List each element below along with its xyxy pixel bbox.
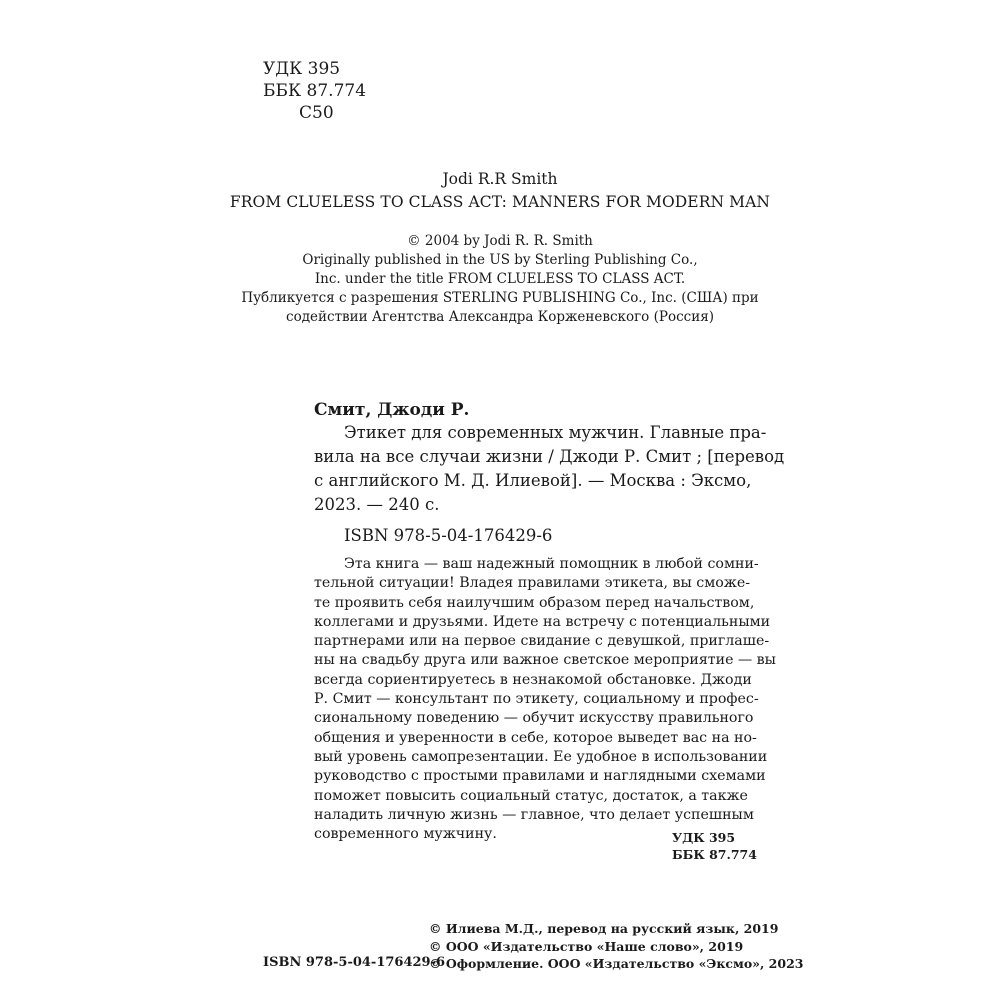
copyright-notices <box>429 920 803 973</box>
catalog-author-heading: Смит, Джоди Р. <box>314 400 470 420</box>
author-mark: С50 <box>299 103 334 123</box>
bottom-isbn: ISBN 978-5-04-176429-6 <box>263 955 446 970</box>
copyright-line: © ООО «Издательство «Наше слово», 2019 <box>429 938 744 954</box>
annotation-line: наладить личную жизнь — главное, что делает успешным <box>314 806 754 823</box>
original-title: FROM CLUELESS TO CLASS ACT: MANNERS FOR MODERN MAN <box>229 193 771 211</box>
rights-line: © 2004 by Jodi R. R. Smith <box>407 233 593 249</box>
rights-line: Публикуется с разрешения STERLING PUBLISHING Co., Inc. (США) при <box>241 290 759 306</box>
annotation-line: те проявить себя наилучшим образом перед начальством, <box>314 594 755 611</box>
annotation <box>314 555 776 844</box>
rights-notice <box>0 232 1000 327</box>
catalog-record <box>314 399 785 844</box>
copyright-line: © Оформление. ООО «Издательство «Эксмо», 2023 <box>429 956 804 971</box>
rights-line: Originally published in the US by Sterling Publishing Co., <box>302 252 698 268</box>
annotation-line: всегда сориентируетесь в незнакомой обстановке. Джоди <box>314 671 752 688</box>
catalog-isbn: ISBN 978-5-04-176429-6 <box>344 526 553 545</box>
description-line: 2023. — 240 с. <box>314 495 440 514</box>
rights-line: содействии Агентства Александра Корженевского (Россия) <box>286 309 714 325</box>
bottom-udk-code: УДК 395 <box>672 830 736 845</box>
bibliographic-description <box>314 421 785 517</box>
description-line: с английского М. Д. Илиевой]. — Москва : Эксмо, <box>314 471 752 490</box>
annotation-line: сиональному поведению — обучит искусству правильного <box>314 710 754 727</box>
bottom-bbk-code: ББК 87.774 <box>672 847 757 862</box>
annotation-line: вый уровень самопрезентации. Ее удобное в использовании <box>314 748 768 765</box>
copyright-line: © Илиева М.Д., перевод на русский язык, 2019 <box>429 921 779 936</box>
annotation-line: руководство с простыми правилами и наглядными схемами <box>314 768 766 785</box>
annotation-line: общения и уверенности в себе, которое выведет вас на но- <box>314 729 757 746</box>
annotation-line: ны на свадьбу друга или важное светское мероприятие — вы <box>314 652 776 669</box>
original-author: Jodi R.R Smith <box>442 170 558 188</box>
annotation-line: современного мужчину. <box>314 826 497 843</box>
annotation-line: Эта книга — ваш надежный помощник в любой сомни- <box>344 556 759 572</box>
classification-codes <box>263 58 366 124</box>
annotation-line: поможет повысить социальный статус, достаток, а также <box>314 787 748 804</box>
bbk-code: ББК 87.774 <box>263 81 367 101</box>
udk-code: УДК 395 <box>263 59 341 79</box>
description-line: Этикет для современных мужчин. Главные пра- <box>344 423 767 442</box>
description-line: вила на все случаи жизни / Джоди Р. Смит ; [перевод <box>314 447 785 466</box>
annotation-line: тельной ситуации! Владея правилами этикета, вы сможе- <box>314 575 751 592</box>
bottom-classification-codes <box>672 829 757 863</box>
annotation-line: Р. Смит — консультант по этикету, социальному и профес- <box>314 691 759 708</box>
annotation-line: коллегами и друзьями. Идете на встречу с потенциальными <box>314 613 771 630</box>
rights-line: Inc. under the title FROM CLUELESS TO CLASS ACT. <box>314 271 686 287</box>
annotation-line: партнерами или на первое свидание с девушкой, приглаше- <box>314 633 770 650</box>
